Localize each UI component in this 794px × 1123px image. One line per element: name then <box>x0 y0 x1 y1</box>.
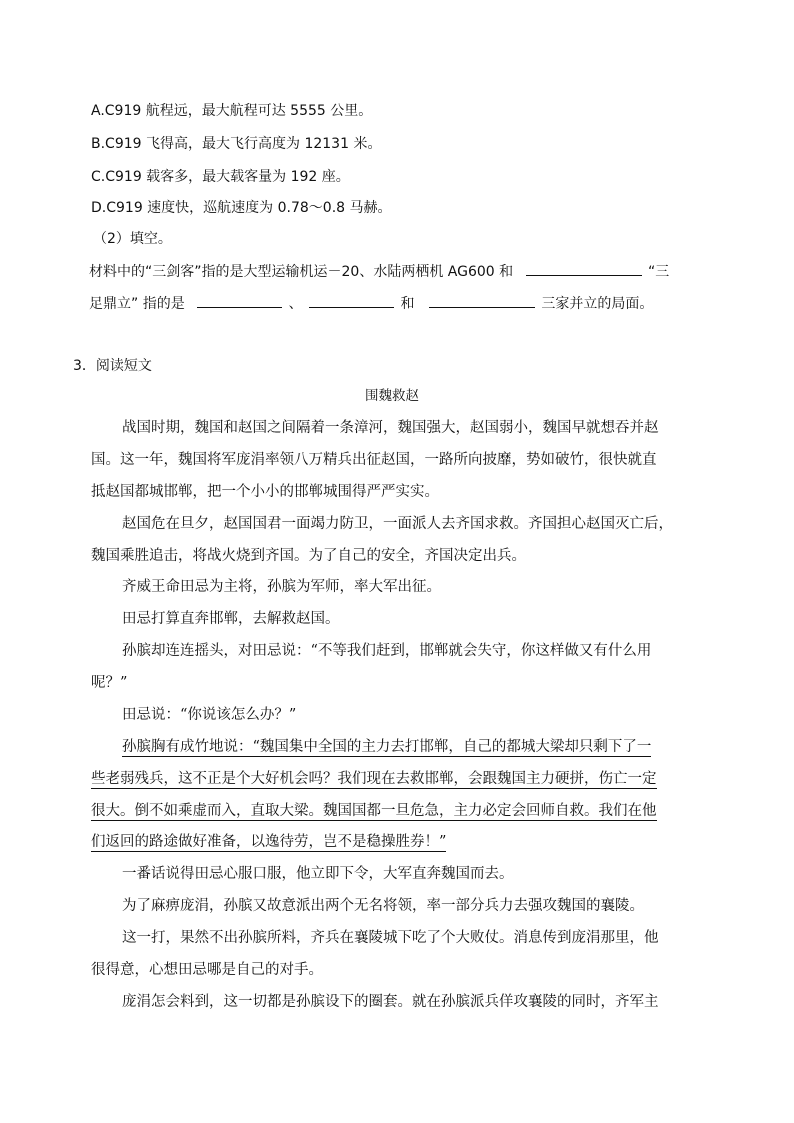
answer-blank-3[interactable] <box>309 293 394 308</box>
passage-line: 战国时期，魏国和赵国之间隔着一条漳河，魏国强大，赵国弱小，魏国早就想吞并赵 <box>122 420 659 436</box>
option-d: D.C919 速度快，巡航速度为 0.78～0.8 马赫。 <box>91 200 392 216</box>
separator-2: 和 <box>400 296 415 312</box>
underlined-line <box>122 737 651 757</box>
fill-line-1-after: “三 <box>648 264 670 280</box>
passage-line: 国。这一年，魏国将军庞涓率领八万精兵出征赵国，一路所向披靡，势如破竹，很快就直 <box>91 452 657 468</box>
underlined-line <box>91 832 446 852</box>
underlined-text: 些老弱残兵，这不正是个大好机会吗？我们现在去救邯郸，会跟魏国主力硬拼，伤亡一定 <box>91 771 657 787</box>
passage-line: 田忌打算直奔邯郸，去解救赵国。 <box>122 611 340 627</box>
underlined-text: 孙膑胸有成竹地说：“魏国集中全国的主力去打邯郸，自己的都城大梁却只剩下了一 <box>122 739 652 755</box>
question-3-heading: 3．阅读短文 <box>73 358 152 374</box>
separator-1: 、 <box>288 296 303 312</box>
passage-title: 围魏救赵 <box>365 388 419 404</box>
passage-line: 呢？” <box>91 675 128 691</box>
option-b: B.C919 飞得高，最大飞行高度为 12131 米。 <box>91 136 382 152</box>
passage-line: 魏国乘胜追击，将战火烧到齐国。为了自己的安全，齐国决定出兵。 <box>91 548 526 564</box>
answer-blank-1[interactable] <box>526 261 642 276</box>
answer-blank-4[interactable] <box>429 293 535 308</box>
passage-line: 一番话说得田忌心服口服，他立即下令，大军直奔魏国而去。 <box>122 866 514 882</box>
fill-line-1 <box>89 261 669 282</box>
answer-blank-2[interactable] <box>197 293 282 308</box>
passage-line: 抵赵国都城邯郸，把一个小小的邯郸城围得严严实实。 <box>91 484 439 500</box>
underlined-line <box>91 801 657 821</box>
passage-line: 庞涓怎会料到，这一切都是孙膑设下的圈套。就在孙膑派兵佯攻襄陵的同时，齐军主 <box>122 994 659 1010</box>
fill-label: （2）填空。 <box>93 231 172 247</box>
passage-line: 齐威王命田忌为主将，孙膑为军师，率大军出征。 <box>122 579 441 595</box>
fill-line-1-text: 材料中的“三剑客”指的是大型运输机运－20、水陆两栖机 AG600 和 <box>89 264 514 280</box>
option-a: A.C919 航程远，最大航程可达 5555 公里。 <box>91 103 373 119</box>
passage-line: 为了麻痹庞涓，孙膑又故意派出两个无名将领，率一部分兵力去强攻魏国的襄陵。 <box>122 898 644 914</box>
passage-line: 孙膑却连连摇头，对田忌说：“不等我们赶到，邯郸就会失守，你这样做又有什么用 <box>122 643 652 659</box>
underlined-line <box>91 769 657 789</box>
passage-line: 田忌说：“你说该怎么办？” <box>122 707 297 723</box>
fill-line-2-start: 足鼎立” 指的是 <box>89 296 185 312</box>
fill-line-2 <box>89 293 653 314</box>
passage-line: 赵国危在旦夕，赵国国君一面竭力防卫，一面派人去齐国求救。齐国担心赵国灭亡后， <box>122 516 673 532</box>
option-c: C.C919 载客多，最大载客量为 192 座。 <box>91 169 350 185</box>
underlined-text: 们返回的路途做好准备，以逸待劳，岂不是稳操胜券！” <box>91 834 447 850</box>
passage-line: 这一打，果然不出孙膑所料，齐兵在襄陵城下吃了个大败仗。消息传到庞涓那里，他 <box>122 930 659 946</box>
underlined-text: 很大。倒不如乘虚而入，直取大梁。魏国国都一旦危急，主力必定会回师自救。我们在他 <box>91 803 657 819</box>
fill-line-2-end: 三家并立的局面。 <box>541 296 654 312</box>
passage-line: 很得意，心想田忌哪是自己的对手。 <box>91 962 323 978</box>
